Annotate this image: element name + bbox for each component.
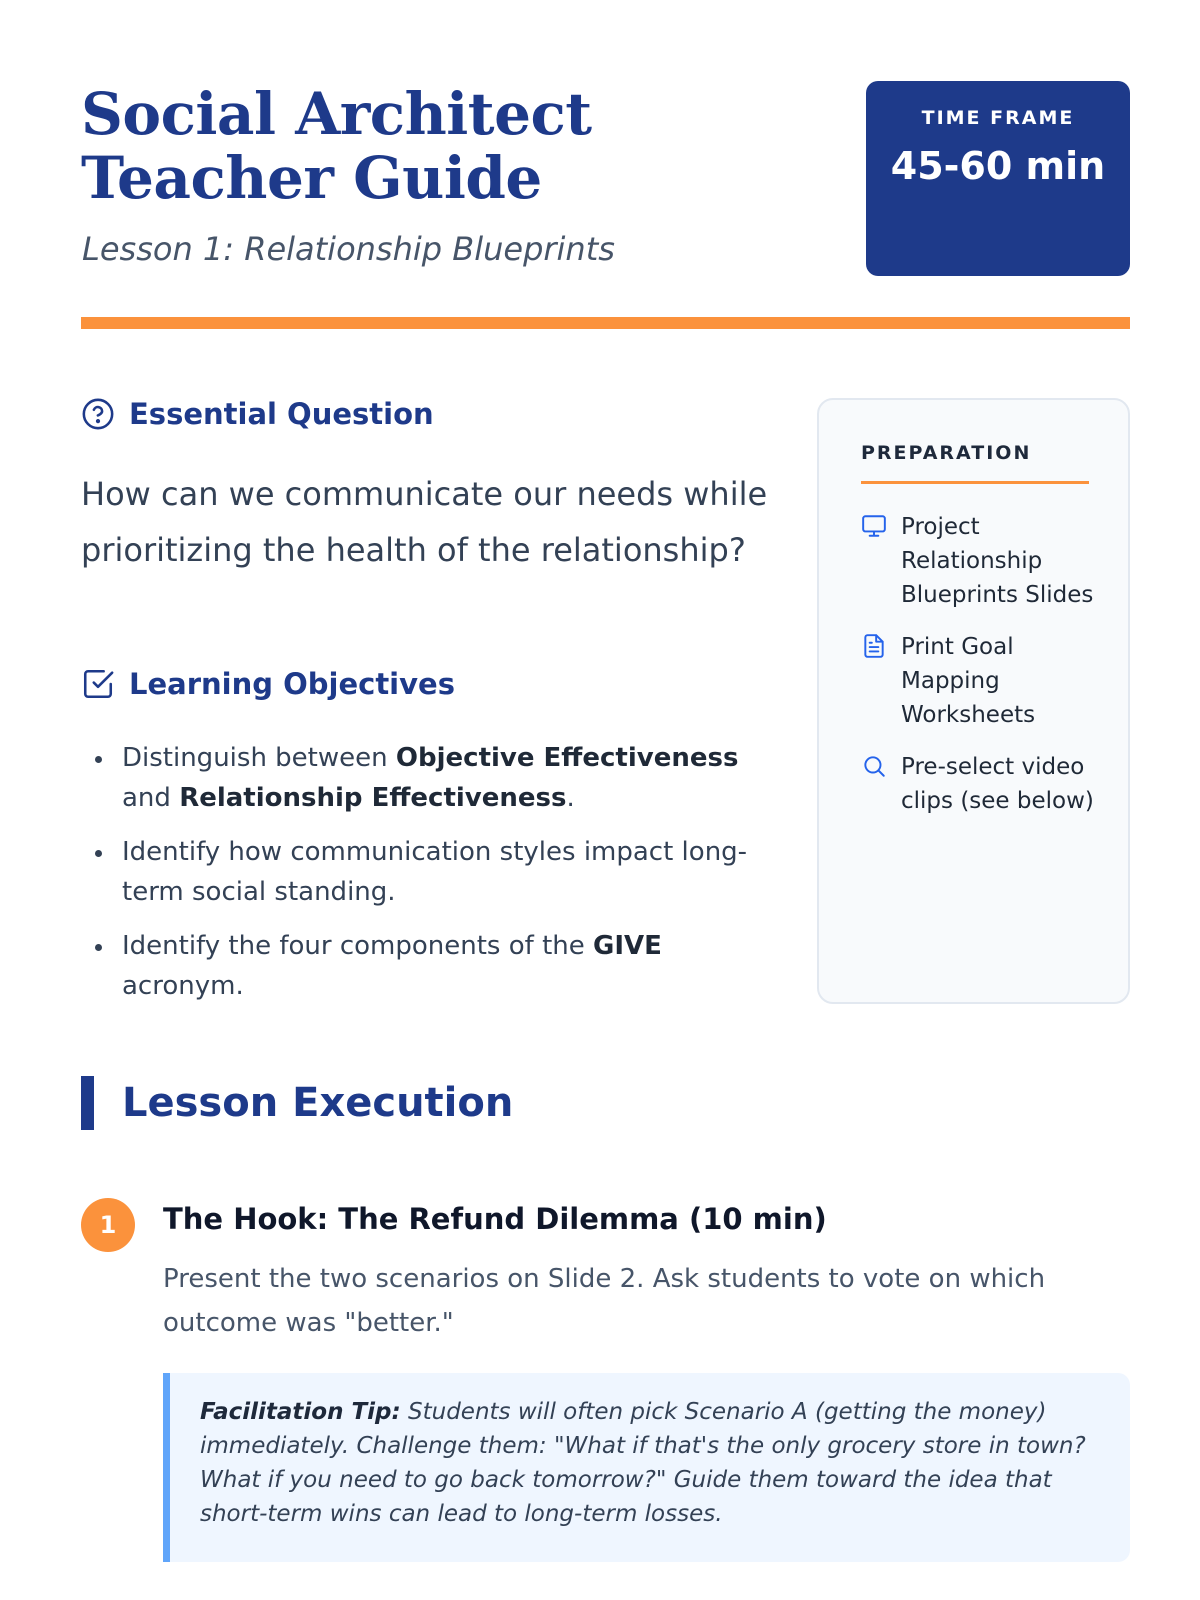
objective-item: Identify the four components of the GIVE acronym. bbox=[82, 926, 772, 1006]
learning-objectives-heading-text: Learning Objectives bbox=[129, 667, 455, 701]
step-title: The Hook: The Refund Dilemma (10 min) bbox=[163, 1202, 827, 1236]
search-icon bbox=[861, 753, 887, 779]
page-title: Social Architect Teacher Guide bbox=[81, 80, 592, 212]
objectives-list bbox=[82, 738, 772, 1020]
preparation-divider bbox=[861, 481, 1089, 484]
objective-item: Identify how communication styles impact long-term social standing. bbox=[82, 832, 772, 912]
time-frame-label: TIME FRAME bbox=[921, 107, 1075, 129]
essential-question-heading bbox=[81, 397, 434, 431]
essential-question-text: How can we communicate our needs while prioritizing the health of the relationship? bbox=[81, 475, 768, 569]
checkbox-icon bbox=[81, 667, 115, 701]
preparation-item-text: Pre-select video clips (see below) bbox=[901, 754, 1094, 814]
time-frame-value: 45-60 min bbox=[890, 144, 1106, 188]
preparation-list bbox=[861, 510, 1101, 836]
lesson-execution-heading: Lesson Execution bbox=[122, 1080, 514, 1126]
learning-objectives-heading bbox=[81, 667, 455, 701]
time-frame-badge bbox=[866, 81, 1130, 276]
essential-question-heading-text: Essential Question bbox=[129, 397, 434, 431]
objective-item: Distinguish between Objective Effectiveness and Relationship Effectiveness. bbox=[82, 738, 772, 818]
preparation-item bbox=[861, 510, 1101, 612]
lesson-subtitle: Lesson 1: Relationship Blueprints bbox=[82, 230, 615, 268]
preparation-item-text: Print Goal Mapping Worksheets bbox=[901, 634, 1036, 728]
step-number-badge: 1 bbox=[81, 1198, 135, 1252]
document-icon bbox=[861, 633, 887, 659]
header-divider bbox=[81, 317, 1130, 329]
monitor-icon bbox=[861, 513, 887, 539]
facilitation-tip-text: Students will often pick Scenario A (getting the money) immediately. Challenge them: "What if that's the only grocery store in town? What if you need to go back tomorrow?" Guide them toward the idea that short-term wins can lead to long-term losses. bbox=[200, 1399, 1086, 1527]
step-description: Present the two scenarios on Slide 2. Ask students to vote on which outcome was "better." bbox=[163, 1264, 1046, 1338]
facilitation-tip-label: Facilitation Tip: bbox=[200, 1399, 401, 1425]
lesson-execution-accent-bar bbox=[81, 1076, 94, 1130]
preparation-item bbox=[861, 750, 1101, 818]
preparation-item-text: Project Relationship Blueprints Slides bbox=[901, 514, 1094, 608]
preparation-item bbox=[861, 630, 1101, 732]
question-circle-icon bbox=[81, 397, 115, 431]
preparation-heading: PREPARATION bbox=[861, 442, 1032, 464]
preparation-card bbox=[817, 398, 1130, 1004]
facilitation-tip bbox=[163, 1373, 1130, 1562]
